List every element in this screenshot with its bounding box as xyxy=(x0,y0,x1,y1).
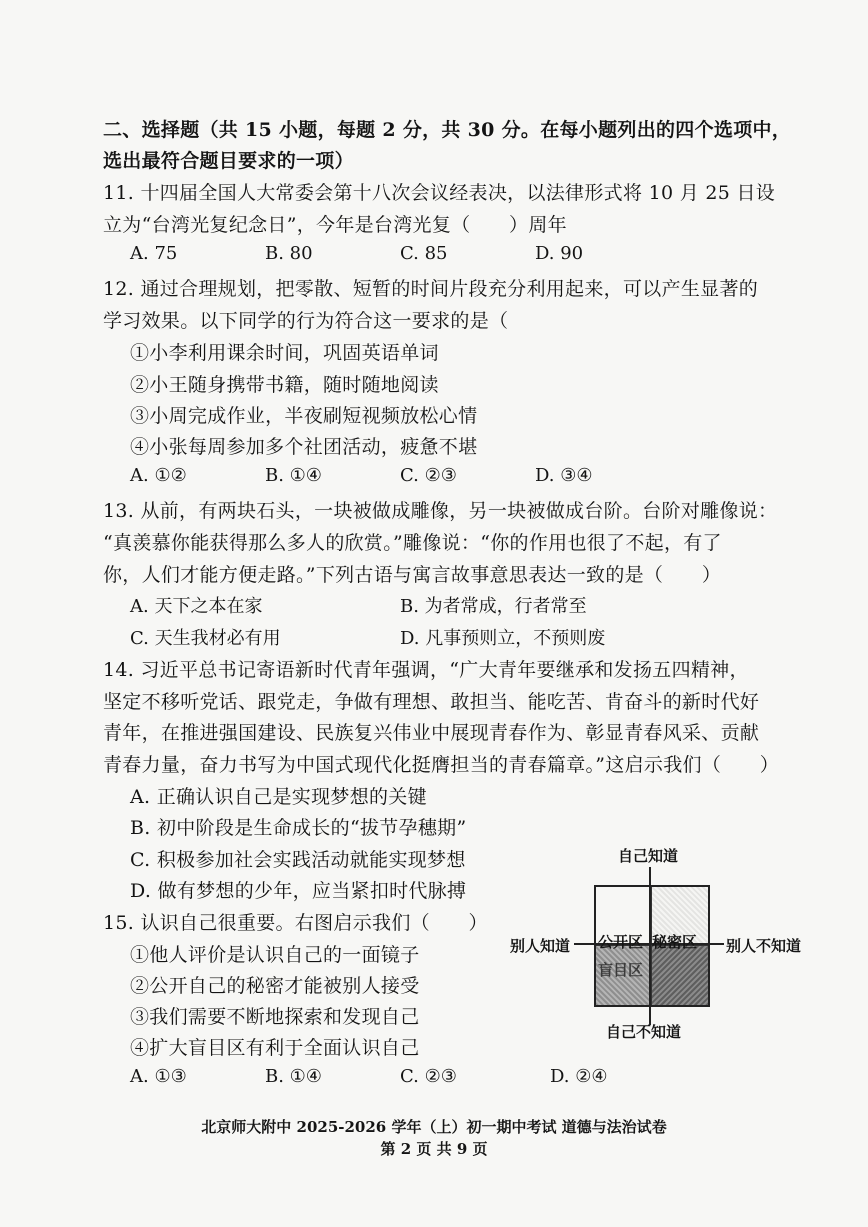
footer-exam-title: 北京师大附中 2025-2026 学年（上）初一期中考试 道德与法治试卷 xyxy=(201,1118,667,1136)
section-title-line2: 选出最符合题目要求的一项） xyxy=(103,150,354,172)
q15-item-2: ②公开自己的秘密才能被别人接受 xyxy=(130,975,420,997)
q13-option-c: C. 天生我材必有用 xyxy=(130,628,281,649)
q13-stem-line3: 你，人们才能方便走路。”下列古语与寓言故事意思表达一致的是（ ） xyxy=(103,564,722,586)
diagram-horizontal-axis xyxy=(574,943,724,945)
q14-stem-line2: 坚定不移听党话、跟党走，争做有理想、敢担当、能吃苦、肯奋斗的新时代好 xyxy=(103,691,760,713)
q11-option-a: A. 75 xyxy=(130,243,178,264)
q14-stem-line3: 青年，在推进强国建设、民族复兴伟业中展现青春作为、彰显青春风采、贡献 xyxy=(103,722,760,744)
blind-area-label: 盲目区 xyxy=(598,961,644,979)
diagram-vertical-axis xyxy=(649,867,651,1025)
q11-option-c: C. 85 xyxy=(400,243,448,264)
q15-option-a: A. ①③ xyxy=(130,1066,187,1087)
q12-stem-line1: 12. 通过合理规划，把零散、短暂的时间片段充分利用起来，可以产生显著的 xyxy=(103,278,759,300)
johari-window-diagram xyxy=(500,845,830,1045)
q15-item-3: ③我们需要不断地探索和发现自己 xyxy=(130,1006,420,1028)
q11-stem-line1: 11. 十四届全国人大常委会第十八次会议经表决，以法律形式将 10 月 25 日设 xyxy=(103,182,776,204)
q15-stem-line1: 15. 认识自己很重要。右图启示我们（ ） xyxy=(103,912,488,934)
q11-stem-line2: 立为“台湾光复纪念日”，今年是台湾光复（ ）周年 xyxy=(103,214,567,236)
q12-item-2: ②小王随身携带书籍，随时随地阅读 xyxy=(130,374,439,396)
q14-option-b: B. 初中阶段是生命成长的“拔节孕穗期” xyxy=(130,817,467,839)
q13-stem-line2: “真羡慕你能获得那么多人的欣赏。”雕像说：“你的作用也很了不起，有了 xyxy=(103,532,722,554)
footer-page-number: 第 2 页 共 9 页 xyxy=(380,1140,488,1158)
q15-option-c: C. ②③ xyxy=(400,1066,457,1087)
q14-stem-line4: 青春力量，奋力书写为中国式现代化挺膺担当的青春篇章。”这启示我们（ ） xyxy=(103,754,780,776)
q11-option-b: B. 80 xyxy=(265,243,313,264)
q15-option-b: B. ①④ xyxy=(265,1066,322,1087)
q15-item-1: ①他人评价是认识自己的一面镜子 xyxy=(130,944,420,966)
secret-area-label: 秘密区 xyxy=(652,933,698,951)
open-area-label: 公开区 xyxy=(598,933,644,951)
q12-stem-line2: 学习效果。以下同学的行为符合这一要求的是（ xyxy=(103,310,509,332)
section-title-line1: 二、选择题（共 15 小题，每题 2 分，共 30 分。在每小题列出的四个选项中， xyxy=(103,119,792,141)
q12-option-b: B. ①④ xyxy=(265,465,322,486)
q14-stem-line1: 14. 习近平总书记寄语新时代青年强调，“广大青年要继承和发扬五四精神， xyxy=(103,659,749,681)
q12-option-c: C. ②③ xyxy=(400,465,457,486)
q12-option-a: A. ①② xyxy=(130,465,187,486)
diagram-label-self-know: 自己知道 xyxy=(618,847,679,865)
q11-option-d: D. 90 xyxy=(535,243,584,264)
q13-stem-line1: 13. 从前，有两块石头，一块被做成雕像，另一块被做成台阶。台阶对雕像说： xyxy=(103,500,778,522)
q13-option-d: D. 凡事预则立，不预则废 xyxy=(400,628,606,649)
unknown-area xyxy=(652,946,708,1005)
q13-option-a: A. 天下之本在家 xyxy=(130,596,263,617)
diagram-label-self-not-know: 自己不知道 xyxy=(606,1023,682,1041)
diagram-label-others-know: 别人知道 xyxy=(510,937,571,955)
q14-option-d: D. 做有梦想的少年，应当紧扣时代脉搏 xyxy=(130,880,467,902)
q15-item-4: ④扩大盲目区有利于全面认识自己 xyxy=(130,1037,420,1059)
q13-option-b: B. 为者常成，行者常至 xyxy=(400,596,587,617)
q12-option-d: D. ③④ xyxy=(535,465,593,486)
q12-item-4: ④小张每周参加多个社团活动，疲惫不堪 xyxy=(130,436,478,458)
q14-option-a: A. 正确认识自己是实现梦想的关键 xyxy=(130,786,427,808)
q12-item-1: ①小李利用课余时间，巩固英语单词 xyxy=(130,342,439,364)
diagram-label-others-not-know: 别人不知道 xyxy=(726,937,802,955)
q15-option-d: D. ②④ xyxy=(550,1066,608,1087)
q12-item-3: ③小周完成作业，半夜刷短视频放松心情 xyxy=(130,405,478,427)
q14-option-c: C. 积极参加社会实践活动就能实现梦想 xyxy=(130,849,466,871)
